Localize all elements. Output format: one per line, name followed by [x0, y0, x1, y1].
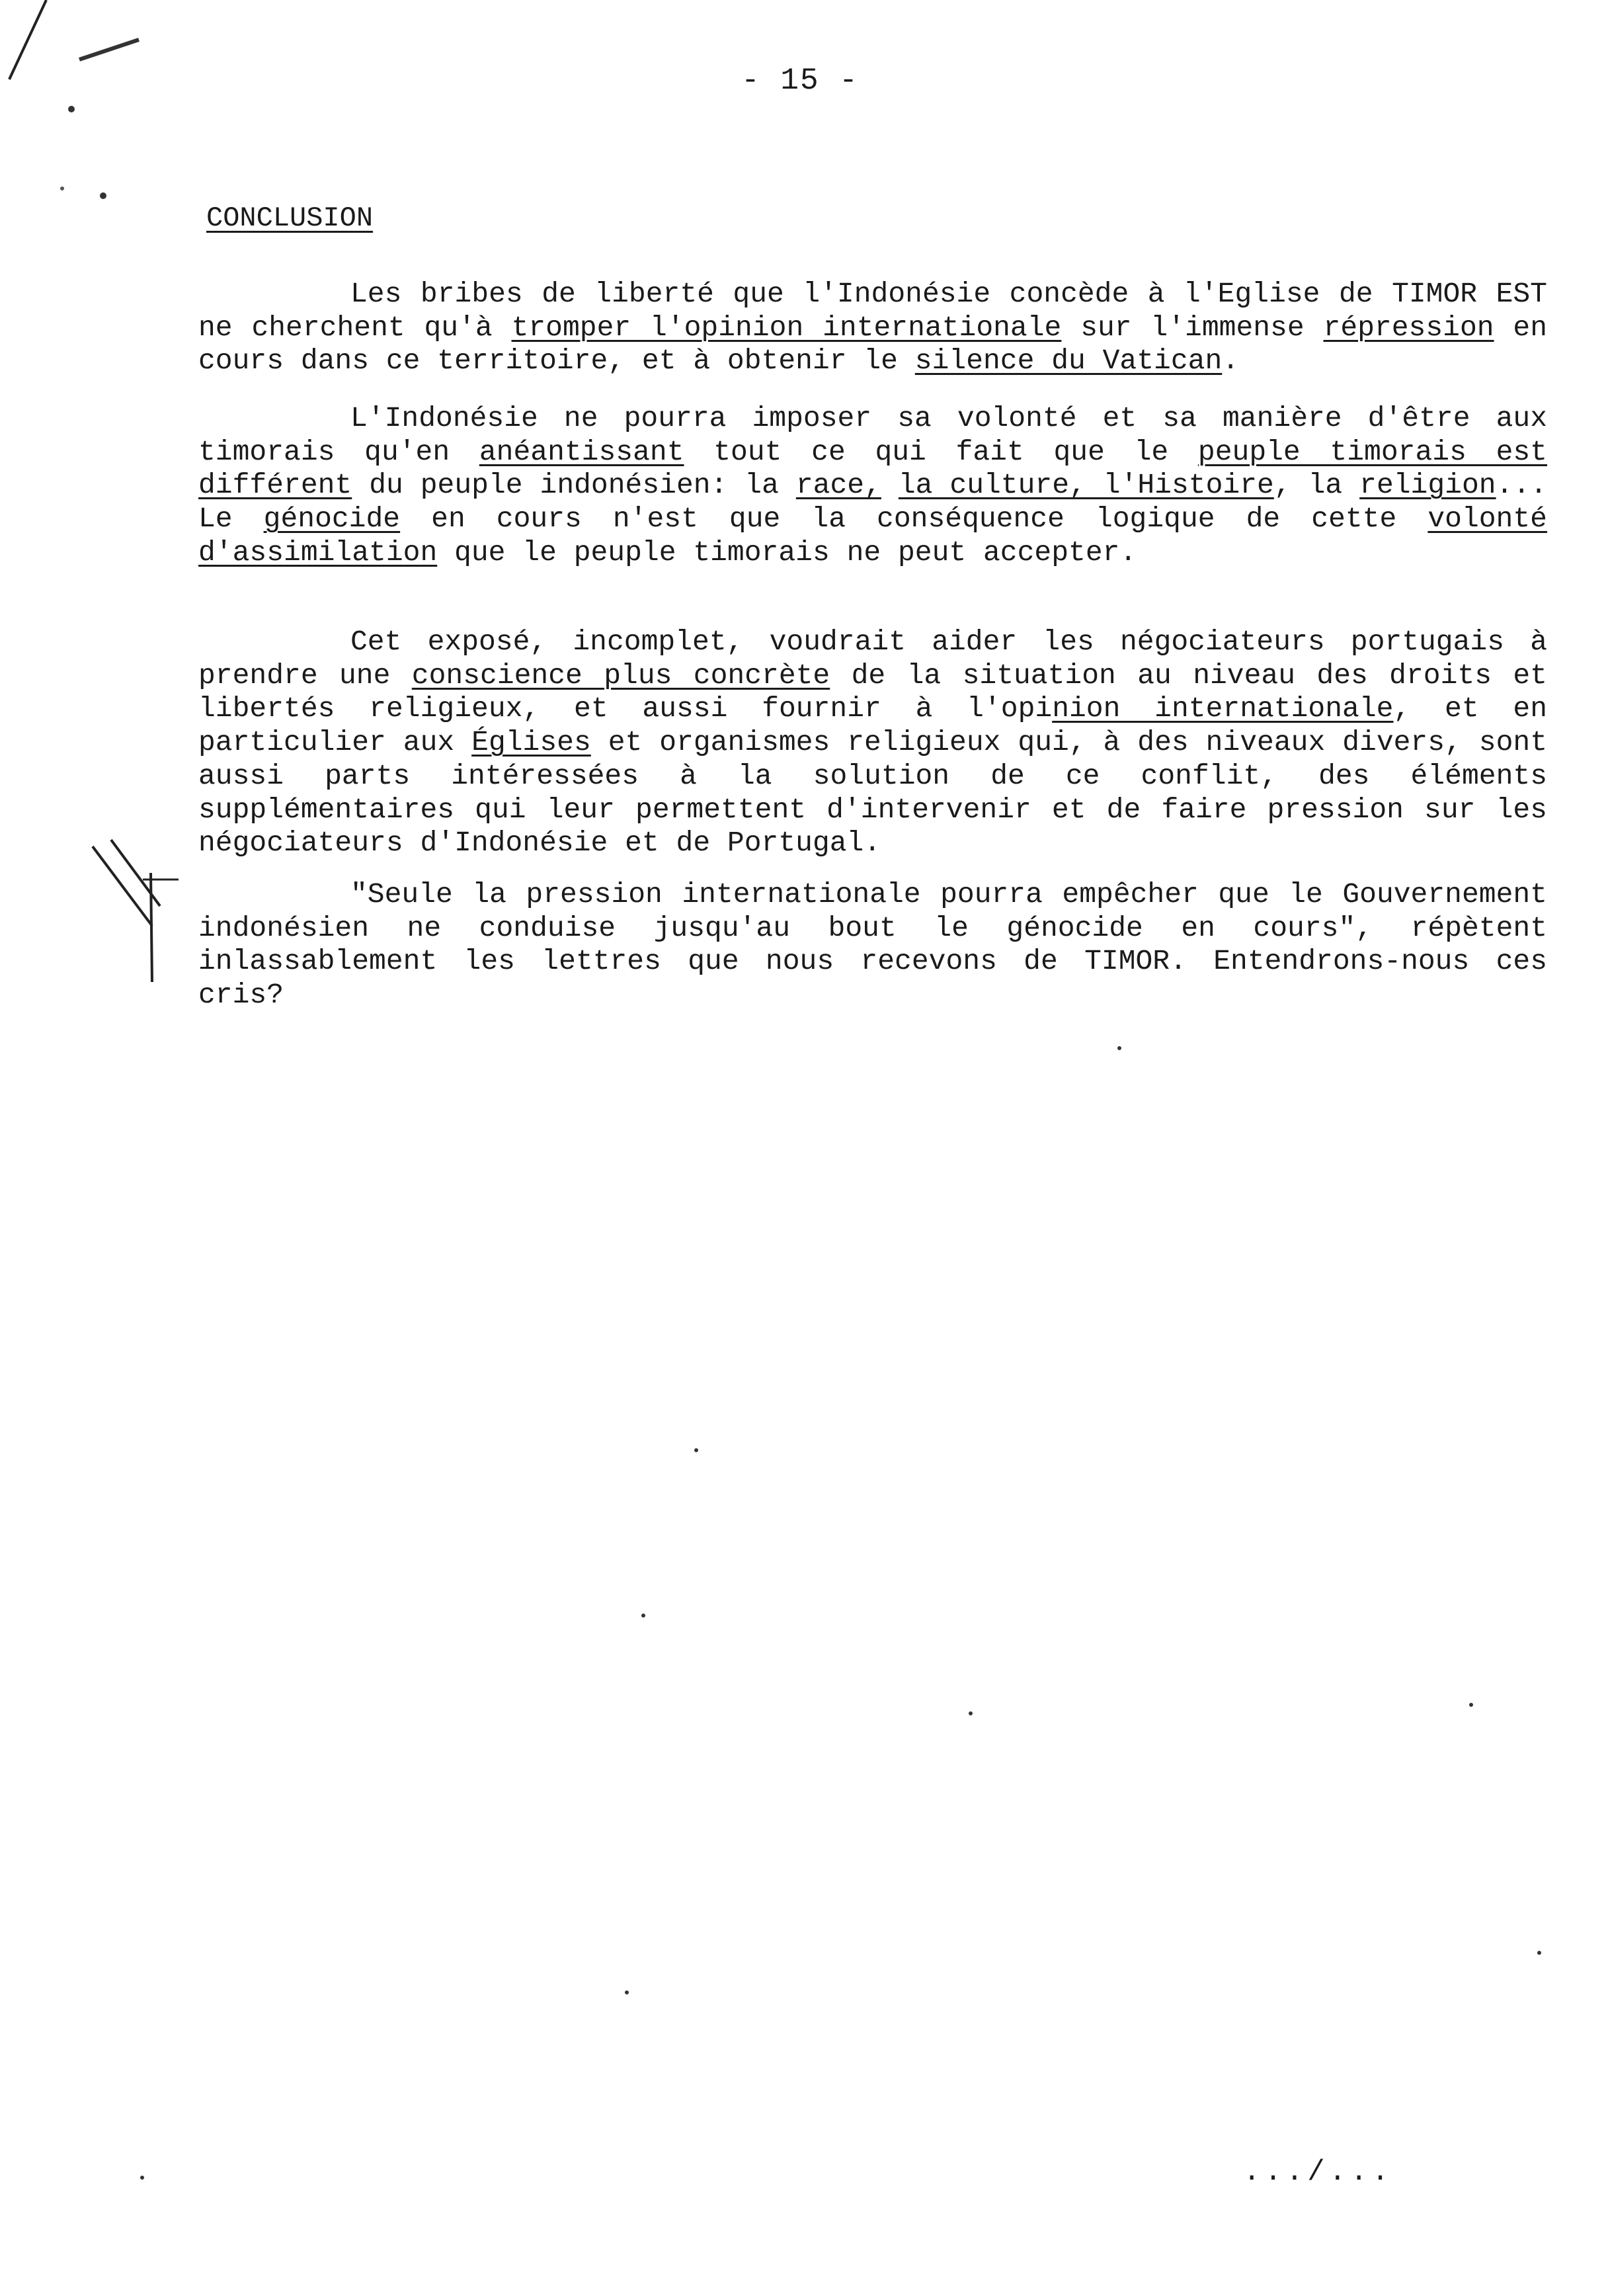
paragraph-1 [198, 278, 1547, 378]
paragraph-2 [198, 402, 1547, 570]
underlined-phrase: nion internationale [1052, 692, 1394, 725]
underlined-phrase: conscience plus concrète [411, 659, 830, 692]
page-number: - 15 - [741, 63, 859, 98]
handwritten-margin-mark [79, 833, 185, 992]
text-run: en cours n'est que la conséquence logique de cette [400, 503, 1428, 536]
text-run: L'Indonésie ne pourra imposer sa volonté et sa manière d'être aux timorais qu'en [198, 402, 1547, 468]
text-run: et organismes religieux qui, à des niveaux divers, sont aussi parts intéressées à la solution de ce conflit, des éléments supplémentaires qui leur permettent d'intervenir et de faire pression sur les négociateurs d'Indonésie et de Portugal. [198, 726, 1547, 860]
paragraph-3 [198, 626, 1547, 860]
text-run: tout ce qui fait que le [684, 435, 1198, 468]
text-run [881, 469, 899, 501]
scan-speck [1469, 1703, 1473, 1707]
text-run: ... Le [198, 469, 1547, 536]
underlined-phrase: religion [1359, 469, 1496, 502]
text-run: "Seule la pression internationale pourra empêcher que le Gouvernement indonésien ne conduise jusqu'au bout le génocide en cours", répètent inlassablement les lettres que nous recevons de TIMOR. Entendrons-nous ces cris? [198, 878, 1547, 1012]
underlined-phrase: anéantissant [479, 435, 684, 468]
scan-speck [625, 1990, 629, 1994]
scan-speck [641, 1614, 645, 1618]
scan-speck [1117, 1046, 1121, 1050]
scan-speck [1537, 1951, 1541, 1955]
handwritten-slash-mark [0, 0, 172, 225]
scan-speck [969, 1711, 973, 1715]
text-run: du peuple indonésien: la [352, 469, 796, 502]
underlined-phrase: peuple timorais est différent [198, 435, 1547, 502]
text-run: Les bribes de liberté que l'Indonésie concède à l'Eglise de TIMOR EST ne cherchent qu'à [198, 278, 1547, 344]
text-run: en cours dans ce territoire, et à obtenir le [198, 311, 1548, 378]
scan-speck [140, 2176, 144, 2180]
continuation-marker: .../... [1243, 2156, 1393, 2189]
underlined-phrase: silence du Vatican [914, 345, 1223, 378]
paragraph-4 [198, 878, 1547, 1012]
text-run: sur l'immense [1061, 311, 1324, 344]
underlined-phrase: tromper l'opinion internationale [511, 311, 1062, 344]
text-run: Cet exposé, incomplet, voudrait aider les négociateurs portugais à prendre une [198, 626, 1547, 692]
text-run: que le peuple timorais ne peut accepter. [437, 536, 1137, 569]
section-heading: CONCLUSION [206, 202, 374, 234]
underlined-phrase: génocide [263, 503, 401, 536]
underlined-phrase: volonté d'assimilation [198, 503, 1547, 569]
text-run: . [1222, 345, 1240, 378]
text-run: , et en particulier aux [198, 692, 1547, 759]
text-run: de la situation au niveau des droits et libertés religieux, et aussi fournir à l'opi [198, 659, 1547, 725]
underlined-phrase: Églises [471, 726, 591, 759]
scan-speck [694, 1448, 698, 1452]
underlined-phrase: répression [1323, 311, 1494, 344]
underlined-phrase: la culture, l'Histoire [898, 469, 1274, 502]
text-run: , la [1273, 469, 1360, 502]
underlined-phrase: race, [795, 469, 881, 502]
